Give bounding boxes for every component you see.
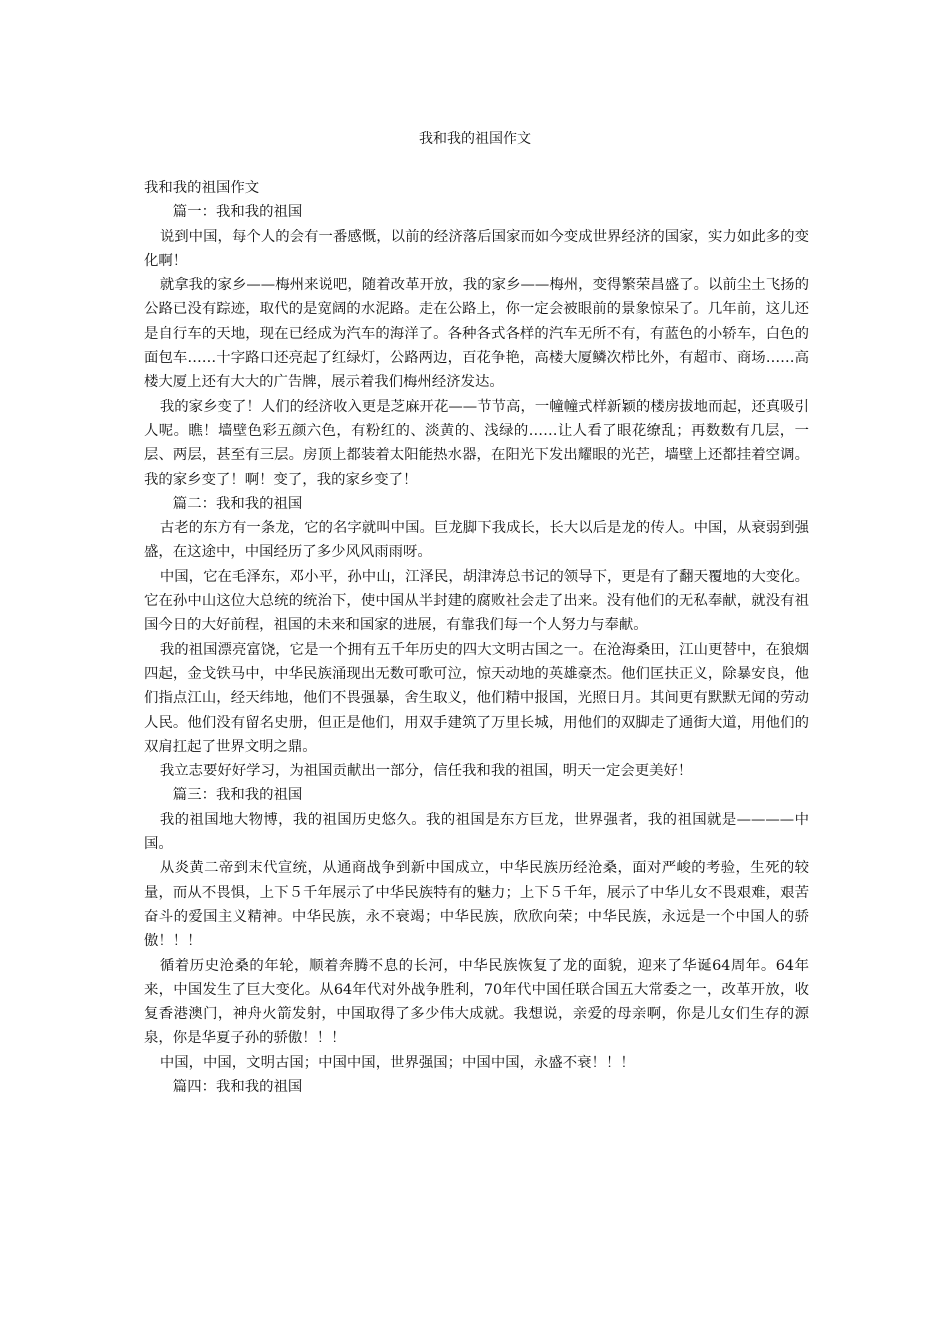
paragraph: 古老的东方有一条龙，它的名字就叫中国。巨龙脚下我成长，长大以后是龙的传人。中国，从衰弱到强盛，在这途中，中国经历了多少风风雨雨呀。 (144, 520, 809, 561)
paragraph: 说到中国，每个人的会有一番感慨，以前的经济落后国家而如今变成世界经济的国家，实力如此多的变化啊！ (144, 228, 809, 269)
page-title: 我和我的祖国作文 (419, 131, 531, 147)
paragraph: 我立志要好好学习，为祖国贡献出一部分，信任我和我的祖国，明天一定会更美好！ (159, 763, 693, 780)
paragraph: 循着历史沧桑的年轮，顺着奔腾不息的长河，中华民族恢复了龙的面貌，迎来了华诞64周年。64年来，中国发生了巨大变化。从64年代对外战争胜利，70年代中国任联合国五大常委之一，改革开放，收复香港澳门，神舟火箭发射，中国取得了多少伟大成就。我想说，亲爱的母亲啊，你是儿女们生存的源泉，你是华夏子孙的骄傲！！！ (144, 957, 809, 1047)
section-heading: 篇三：我和我的祖国 (172, 787, 303, 804)
paragraph: 我的家乡变了！人们的经济收入更是芝麻开花——节节高，一幢幢式样新颖的楼房拔地而起，还真吸引人呢。瞧！墙壁色彩五颜六色，有粉红的、淡黄的、浅绿的……让人看了眼花缭乱；再数数有几层，一层、两层，甚至有三层。房顶上都装着太阳能热水器，在阳光下发出耀眼的光芒，墙壁上还都挂着空调。我的家乡变了！啊！变了，我的家乡变了！ (144, 398, 809, 488)
paragraph: 我的祖国漂亮富饶，它是一个拥有五千年历史的四大文明古国之一。在沧海桑田，江山更替中，在狼烟四起，金戈铁马中，中华民族涌现出无数可歌可泣，惊天动地的英雄豪杰。他们匡扶正义，除暴安良，他们指点江山，经天纬地，他们不畏强暴，舍生取义，他们精中报国，光照日月。其间更有默默无闻的劳动人民。他们没有留名史册，但正是他们，用双手建筑了万里长城，用他们的双脚走了通街大道，用他们的双肩扛起了世界文明之鼎。 (144, 641, 809, 755)
paragraph: 我的祖国地大物博，我的祖国历史悠久。我的祖国是东方巨龙，世界强者，我的祖国就是————中国。 (144, 811, 809, 853)
paragraph: 中国，中国，文明古国；中国中国，世界强国；中国中国，永盛不衰！！！ (159, 1054, 635, 1071)
document-subtitle: 我和我的祖国作文 (144, 180, 260, 196)
section-heading: 篇二：我和我的祖国 (172, 495, 303, 512)
document-body (144, 176, 809, 1099)
paragraph: 中国，它在毛泽东，邓小平，孙中山，江泽民，胡津涛总书记的领导下，更是有了翻天覆地的大变化。它在孙中山这位大总统的统治下，使中国从半封建的腐败社会走了出来。没有他们的无私奉献，就没有祖国今日的大好前程，祖国的未来和国家的进展，有靠我们每一个人努力与奉献。 (144, 568, 809, 634)
paragraph: 从炎黄二帝到末代宣统，从通商战争到新中国成立，中华民族历经沧桑，面对严峻的考验，生死的较量，而从不畏惧，上下５千年展示了中华民族特有的魅力；上下５千年，展示了中华儿女不畏艰难，艰苦奋斗的爱国主义精神。中华民族，永不衰竭；中华民族，欣欣向荣；中华民族，永远是一个中国人的骄傲！！！ (144, 860, 809, 950)
section-heading: 篇一：我和我的祖国 (172, 204, 303, 221)
paragraph: 就拿我的家乡——梅州来说吧，随着改革开放，我的家乡——梅州，变得繁荣昌盛了。以前尘土飞扬的公路已没有踪迹，取代的是宽阔的水泥路。走在公路上，你一定会被眼前的景象惊呆了。几年前，这儿还是自行车的天地，现在已经成为汽车的海洋了。各种各式各样的汽车无所不有，有蓝色的小轿车，白色的面包车……十字路口还亮起了红绿灯，公路两边，百花争艳，高楼大厦鳞次栉比外，有超市、商场……高楼大厦上还有大大的广告牌，展示着我们梅州经济发达。 (144, 277, 809, 391)
section-heading: 篇四：我和我的祖国 (172, 1078, 303, 1095)
